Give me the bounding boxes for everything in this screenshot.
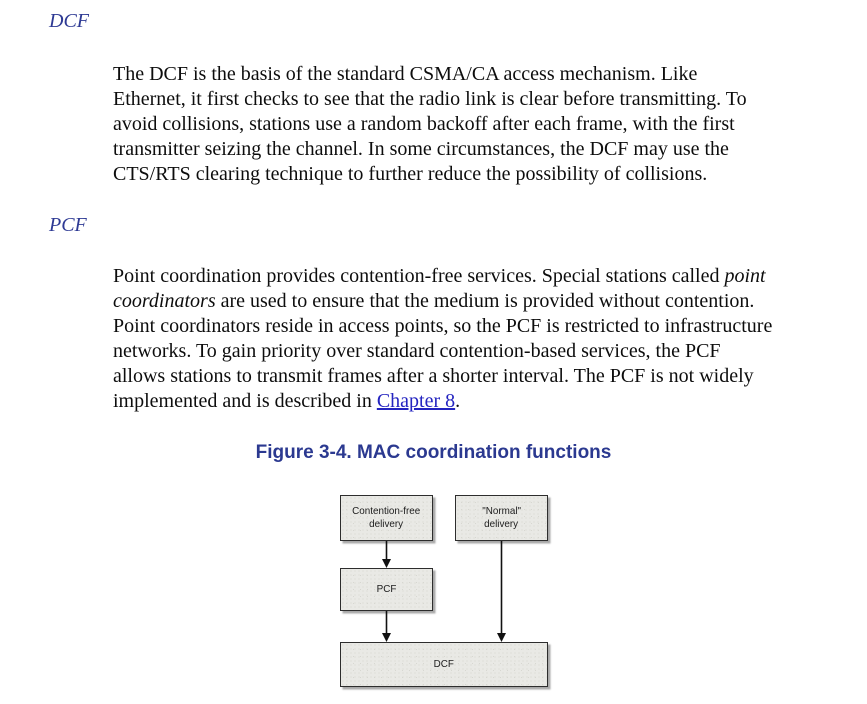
heading-pcf: PCF <box>49 214 87 236</box>
text-line <box>113 339 772 364</box>
text-line <box>113 289 772 314</box>
text-segment: coordinators <box>113 290 216 312</box>
text-line <box>113 364 772 389</box>
text-line <box>377 583 397 596</box>
paragraph-pcf <box>113 264 772 414</box>
arrow-contention-free-to-pcf <box>382 541 391 568</box>
mac-coordination-diagram <box>340 495 552 692</box>
arrow-pcf-to-dcf <box>382 611 391 642</box>
text-line <box>352 505 420 518</box>
text-segment: point <box>724 265 766 287</box>
text-segment: delivery <box>369 518 404 530</box>
text-segment: are used to ensure that the medium is provided without contention. <box>215 290 755 312</box>
text-segment: The DCF is the basis of the standard CSMA/CA access mechanism. Like <box>113 63 698 85</box>
box-contention-free-delivery <box>340 495 433 541</box>
text-line <box>369 518 403 531</box>
figure-caption: Figure 3-4. MAC coordination functions <box>255 442 612 463</box>
text-line <box>113 87 747 112</box>
text-line <box>113 137 747 162</box>
text-segment: Ethernet, it first checks to see that the radio link is clear before transmitting. To <box>113 88 747 110</box>
text-segment: networks. To gain priority over standard contention-based services, the PCF <box>113 340 721 362</box>
text-segment: . <box>455 390 461 412</box>
text-line <box>113 314 772 339</box>
text-segment: Point coordinators reside in access points, so the PCF is restricted to infrastructure <box>113 315 773 337</box>
text-line <box>434 658 454 671</box>
text-line <box>113 62 747 87</box>
paragraph-dcf <box>113 62 747 187</box>
text-segment: PCF <box>376 583 397 595</box>
chapter-8-link[interactable]: Chapter 8 <box>376 390 456 412</box>
text-segment: allows stations to transmit frames after a shorter interval. The PCF is not widely <box>113 365 754 387</box>
box-normal-delivery <box>455 495 548 541</box>
arrow-normal-to-dcf <box>497 541 506 642</box>
text-line <box>113 389 772 414</box>
box-pcf <box>340 568 433 611</box>
text-line <box>113 264 772 289</box>
text-segment: CTS/RTS clearing technique to further reduce the possibility of collisions. <box>113 163 708 185</box>
text-segment: transmitter seizing the channel. In some circumstances, the DCF may use the <box>113 138 729 160</box>
text-segment: delivery <box>484 518 519 530</box>
text-segment: avoid collisions, stations use a random backoff after each frame, with the first <box>113 113 735 135</box>
text-segment: Contention-free <box>352 505 421 517</box>
text-line <box>113 112 747 137</box>
text-line <box>113 162 747 187</box>
text-line <box>482 505 521 518</box>
text-segment: "Normal" <box>482 505 521 517</box>
box-dcf <box>340 642 548 687</box>
text-segment: DCF <box>433 658 455 670</box>
text-segment: implemented and is described in <box>113 390 377 412</box>
text-segment: Point coordination provides contention-free services. Special stations called <box>113 265 725 287</box>
text-line <box>484 518 518 531</box>
heading-dcf: DCF <box>49 10 89 32</box>
